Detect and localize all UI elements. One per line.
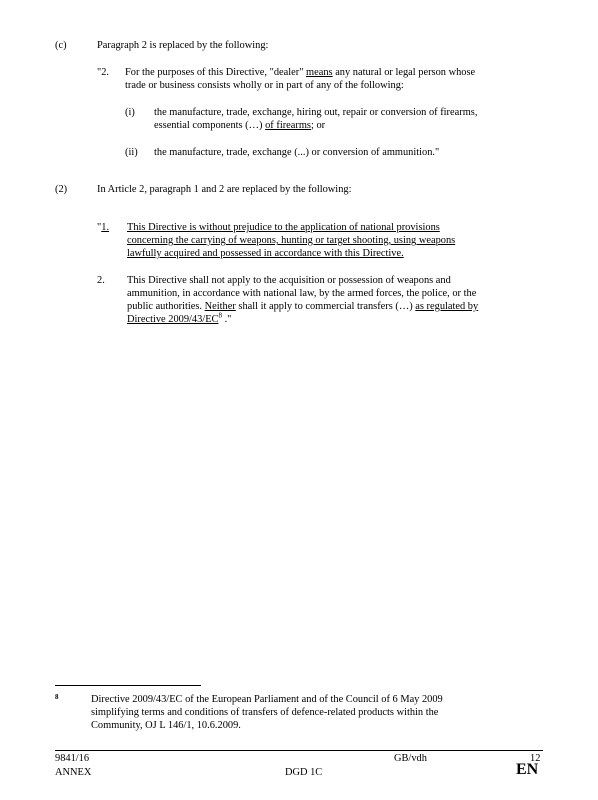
footer-rule [55,750,543,751]
subitem-ii-number: (ii) [125,147,138,158]
para-2-line-4: Directive $2009/43/EC^8$ ." [127,311,232,325]
point-c-intro: Paragraph 2 is replaced by the following: [97,40,269,51]
doc-reference: 9841/16 [55,753,90,764]
point-2-marker: (2) [55,184,68,195]
point-2-intro: In Article 2, paragraph 1 and 2 are replaced by the following: [97,184,352,195]
point-c-marker: (c) [55,40,67,51]
item-2-line-2: trade or business consists wholly or in part of any of the following: [125,80,404,91]
para-1-line-3: lawfully acquired and possessed in accordance with this Directive. [127,248,404,259]
page-number: 12 [530,753,541,764]
footnote-number: 8 [55,693,59,701]
item-2-line-1: For the purposes of this Directive, "dealer" means any natural or legal person whose [125,67,476,78]
means-underlined: means [306,67,333,78]
footnote-separator [55,685,201,686]
para-2-line-2: ammunition, in accordance with national law, by the armed forces, the police, or the [127,288,477,299]
author-initials: GB/vdh [394,753,427,764]
dgd-label: DGD 1C [285,767,323,778]
para-1-line-1: This Directive is without prejudice to the application of national provisions [127,222,440,233]
para-2-line-1: This Directive shall not apply to the acquisition or possession of weapons and [127,275,451,286]
para-2-number: 2. [97,275,105,286]
footnote-ref-8[interactable]: 8 [218,311,222,320]
footnote-line-1: Directive 2009/43/EC of the European Parliament and of the Council of 6 May 2009 [91,694,443,705]
footnote-line-3: Community, OJ L 146/1, 10.6.2009. [91,720,241,731]
para-2-line-3: public authorities. Neither shall it apply to commercial transfers (…) as regulated by [127,301,479,312]
annex-label: ANNEX [55,767,92,778]
subitem-ii-text: the manufacture, trade, exchange (...) or conversion of ammunition." [154,147,440,158]
para-1-number: "1. [97,222,110,233]
item-2-number: "2. [97,67,110,78]
footnote-line-2: simplifying terms and conditions of transfers of defence-related products within the [91,707,439,718]
subitem-i-line-2: essential components (…) of firearms; or [154,120,326,131]
subitem-i-number: (i) [125,107,135,118]
para-1-line-2: concerning the carrying of weapons, hunting or target shooting, using weapons [127,235,456,246]
language-code: EN [516,761,539,778]
subitem-i-line-1: the manufacture, trade, exchange, hiring out, repair or conversion of firearms, [154,107,478,118]
